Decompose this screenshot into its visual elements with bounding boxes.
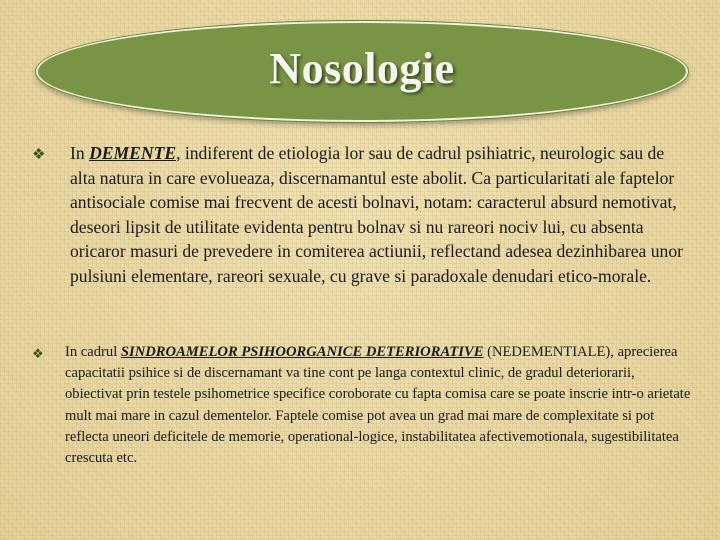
diamond-bullet-icon: ❖: [32, 346, 44, 361]
slide-title: Nosologie: [269, 44, 455, 93]
bullet-text: [65, 342, 692, 469]
bullet-pre: In: [70, 143, 90, 163]
bullet-term: DEMENTE: [89, 143, 177, 163]
bullet-text: [70, 141, 692, 289]
bullet-term: SINDROAMELOR PSIHOORGANICE DETERIORATIVE: [120, 344, 484, 360]
bullet-dementia: [32, 141, 692, 289]
bullet-post: (NEDEMENTIALE), aprecierea capacitatii psihice si de discernamant va tine cont pe langa contextul clinic, de gradul deteriorarii, obiectivat prin testele psihometrice specifice coroborate cu fapta comisa care se poate inscrie intr-o arietate mult mai mare in cazul dementelor. Faptele comise pot avea un grad mai mare de complexitate si pot reflecta uneori deficitele de memorie, operational-logice, instabilitatea afectivemotionala, sugestibilitatea crescuta etc.: [65, 344, 691, 467]
bullet-post: , indiferent de etiologia lor sau de cadrul psihiatric, neurologic sau de alta natura in care evolueaza, discernamantul este abolit. Ca particularitati ale faptelor antisociale comise mai frecvent de acesti bolnavi, notam: caracterul absurd nemotivat, deseori lipsit de utilitate evidenta pentru bolnav si nu rareori nociv lui, cu absenta oricaror masuri de prevedere in comiterea actiunii, reflectand adesea dezinhibarea unor pulsiuni elementare, rareori sexuale, cu grave si paradoxale denudari etico-morale.: [70, 143, 684, 286]
bullet-psychoorganic: [32, 342, 692, 469]
diamond-bullet-icon: ❖: [32, 147, 46, 163]
title-banner: [36, 21, 688, 122]
bullet-pre: In cadrul: [65, 344, 121, 360]
